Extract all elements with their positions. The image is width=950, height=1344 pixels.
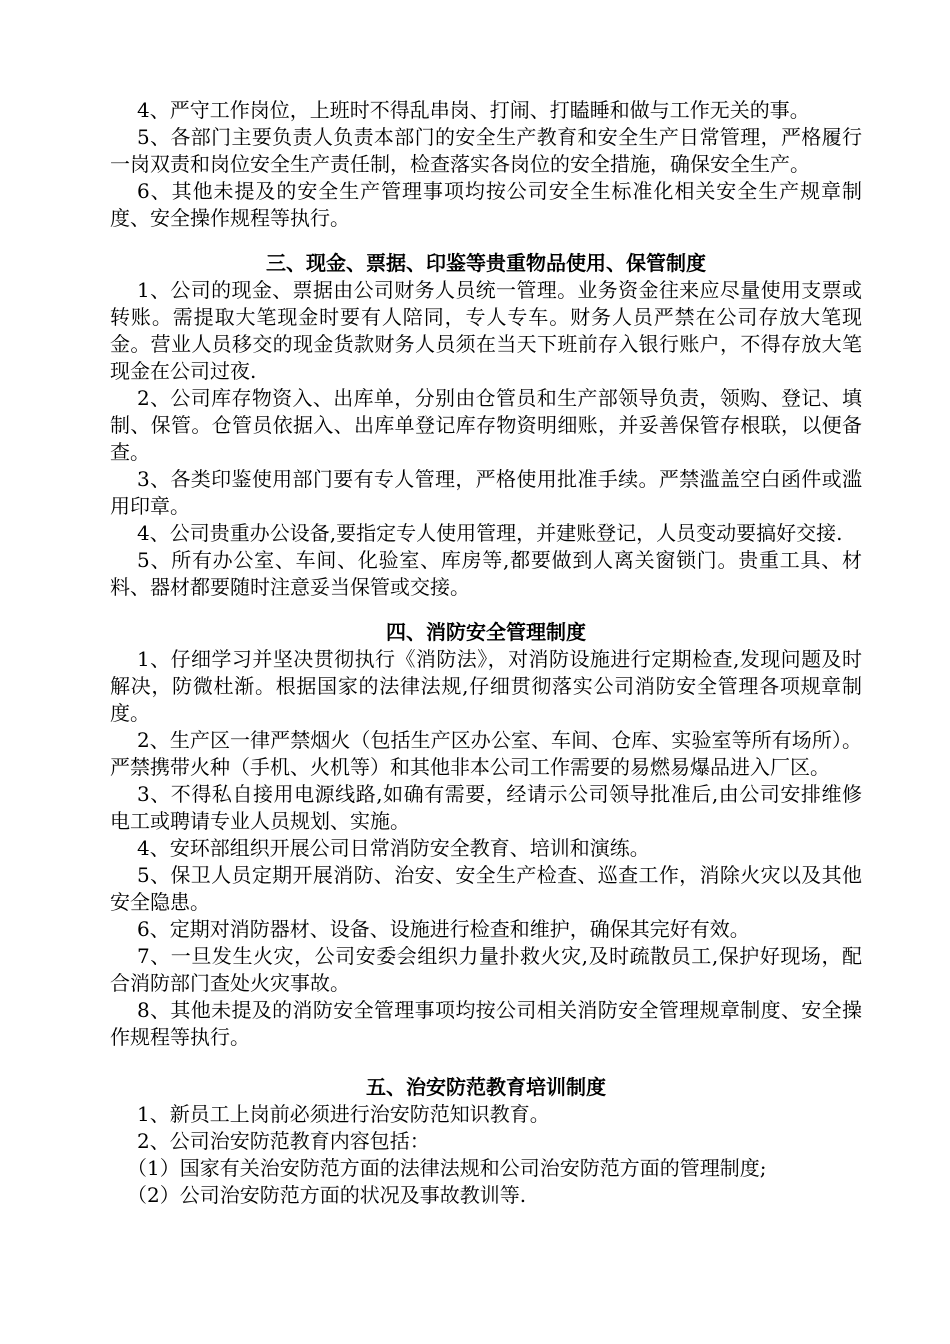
paragraph: 1、仔细学习并坚决贯彻执行《消防法》，对消防设施进行定期检查,发现问题及时解决，防微杜渐。根据国家的法律法规,仔细贯彻落实公司消防安全管理各项规章制度。 xyxy=(110,647,862,725)
paragraph: 4、公司贵重办公设备,要指定专人使用管理，并建账登记，人员变动要搞好交接. xyxy=(137,521,843,545)
section-heading: 五、治安防范教育培训制度 xyxy=(366,1075,606,1099)
paragraph: 5、保卫人员定期开展消防、治安、安全生产检查、巡查工作，消除火灾以及其他安全隐患。 xyxy=(110,863,862,914)
paragraph: 2、公司库存物资入、出库单，分别由仓管员和生产部领导负责，领购、登记、填制、保管。仓管员依据入、出库单登记库存物资明细账，并妥善保管存根联，以便备查。 xyxy=(110,386,862,464)
section-spacer xyxy=(110,232,862,250)
paragraph: 1、公司的现金、票据由公司财务人员统一管理。业务资金往来应尽量使用支票或转账。需提取大笔现金时要有人陪同，专人专车。财务人员严禁在公司存放大笔现金。营业人员移交的现金货款财务人员须在当天下班前存入银行账户，不得存放大笔现金在公司过夜. xyxy=(110,278,862,383)
document-body xyxy=(110,97,862,1209)
paragraph: 7、一旦发生火灾，公司安委会组织力量扑救火灾,及时疏散员工,保护好现场，配合消防部门查处火灾事故。 xyxy=(110,944,862,995)
paragraph: 3、不得私自接用电源线路,如确有需要，经请示公司领导批准后,由公司安排维修电工或聘请专业人员规划、实施。 xyxy=(110,782,862,833)
paragraph: 4、严守工作岗位，上班时不得乱串岗、打闹、打瞌睡和做与工作无关的事。 xyxy=(137,98,810,122)
paragraph: 2、生产区一律严禁烟火（包括生产区办公室、车间、仓库、实验室等所有场所）。严禁携带火种（手机、火机等）和其他非本公司工作需要的易燃易爆品进入厂区。 xyxy=(110,728,862,779)
paragraph: 8、其他未提及的消防安全管理事项均按公司相关消防安全管理规章制度、安全操作规程等执行。 xyxy=(110,998,862,1049)
section-spacer xyxy=(110,1051,862,1074)
section-heading: 三、现金、票据、印鉴等贵重物品使用、保管制度 xyxy=(266,251,706,275)
list-item: （1）国家有关治安防范方面的法律法规和公司治安防范方面的管理制度; xyxy=(127,1156,767,1180)
paragraph: 5、各部门主要负责人负责本部门的安全生产教育和安全生产日常管理，严格履行一岗双责和岗位安全生产责任制，检查落实各岗位的安全措施，确保安全生产。 xyxy=(110,125,862,176)
paragraph: 1、新员工上岗前必须进行治安防范知识教育。 xyxy=(137,1102,550,1126)
paragraph: 6、定期对消防器材、设备、设施进行检查和维护，确保其完好有效。 xyxy=(137,917,750,941)
paragraph: 2、公司治安防范教育内容包括： xyxy=(137,1129,430,1153)
section-heading: 四、消防安全管理制度 xyxy=(386,620,586,644)
paragraph: 6、其他未提及的安全生产管理事项均按公司安全生标准化相关安全生产规章制度、安全操作规程等执行。 xyxy=(110,179,862,230)
paragraph: 5、所有办公室、车间、化验室、库房等,都要做到人离关窗锁门。贵重工具、材料、器材都要随时注意妥当保管或交接。 xyxy=(110,548,862,599)
section-spacer xyxy=(110,601,862,619)
paragraph: 4、安环部组织开展公司日常消防安全教育、培训和演练。 xyxy=(137,836,650,860)
list-item: （2）公司治安防范方面的状况及事故教训等. xyxy=(127,1183,527,1207)
paragraph: 3、各类印鉴使用部门要有专人管理，严格使用批准手续。严禁滥盖空白函件或滥用印章。 xyxy=(110,467,862,518)
